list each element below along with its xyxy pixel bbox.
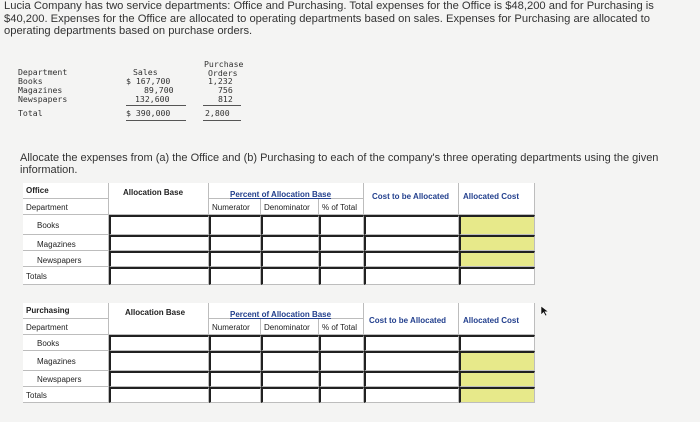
office-magazines-numerator[interactable]	[209, 235, 261, 251]
purchasing-magazines-denominator[interactable]	[261, 351, 319, 371]
cursor-icon	[540, 305, 550, 317]
office-newspapers-denominator[interactable]	[261, 251, 319, 267]
numerator-header: Numerator	[212, 323, 250, 332]
department-label: Department	[26, 203, 68, 212]
purchasing-books-cost-to-allocate[interactable]	[364, 335, 459, 351]
col-header-po-2: Orders	[208, 68, 238, 78]
purchasing-newspapers-allocation-base[interactable]	[109, 371, 209, 387]
cost-to-be-allocated-header: Cost to be Allocated	[372, 192, 450, 201]
office-magazines-cost-to-allocate[interactable]	[364, 235, 459, 251]
purchasing-newspapers-allocated-cost[interactable]	[459, 371, 535, 387]
office-totals-denominator[interactable]	[261, 267, 319, 285]
office-magazines-allocation-base[interactable]	[109, 235, 209, 251]
office-newspapers-cost-to-allocate[interactable]	[364, 251, 459, 267]
row-sales: 132,600	[135, 94, 170, 104]
office-newspapers-numerator[interactable]	[209, 251, 261, 267]
total-rule	[203, 120, 241, 121]
row-label-magazines: Magazines	[37, 240, 76, 249]
office-magazines-denominator[interactable]	[261, 235, 319, 251]
purchasing-allocation-table	[23, 303, 535, 409]
office-totals-allocation-base[interactable]	[109, 267, 209, 285]
row-dept: Books	[18, 76, 43, 86]
row-label-cell	[23, 215, 109, 235]
col-header-sales: Sales	[133, 67, 158, 77]
purchasing-totals-numerator[interactable]	[209, 387, 261, 403]
office-magazines-allocated-cost[interactable]	[459, 235, 535, 251]
department-data-table	[18, 60, 248, 132]
purchasing-newspapers-cost-to-allocate[interactable]	[364, 371, 459, 387]
row-label-books: Books	[37, 339, 60, 348]
office-books-numerator[interactable]	[209, 215, 261, 235]
denominator-header: Denominator	[264, 323, 310, 332]
purchasing-totals-pct-total[interactable]	[319, 387, 364, 403]
office-books-allocation-base[interactable]	[109, 215, 209, 235]
allocation-base-header: Allocation Base	[125, 308, 186, 317]
purchasing-newspapers-denominator[interactable]	[261, 371, 319, 387]
office-books-denominator[interactable]	[261, 215, 319, 235]
office-newspapers-allocation-base[interactable]	[109, 251, 209, 267]
office-books-pct-total[interactable]	[319, 215, 364, 235]
allocated-cost-header: Allocated Cost	[463, 316, 520, 325]
denominator-header: Denominator	[264, 203, 310, 212]
office-newspapers-pct-total[interactable]	[319, 251, 364, 267]
row-orders: 812	[218, 94, 233, 104]
percent-of-base-header: Percent of Allocation Base	[230, 310, 332, 319]
row-label-magazines: Magazines	[37, 357, 76, 366]
office-books-allocated-cost[interactable]	[459, 215, 535, 235]
pct-total-header: % of Total	[322, 203, 357, 212]
total-rule	[126, 120, 186, 121]
purchasing-totals-denominator[interactable]	[261, 387, 319, 403]
numerator-header: Numerator	[212, 203, 250, 212]
row-orders: 756	[218, 85, 233, 95]
subtotal-rule	[203, 105, 241, 106]
row-label-books: Books	[37, 221, 60, 230]
purchasing-title: Purchasing	[26, 306, 70, 315]
row-orders: 2,800	[205, 108, 230, 118]
row-dept: Total	[18, 108, 43, 118]
office-magazines-pct-total[interactable]	[319, 235, 364, 251]
department-label: Department	[26, 323, 68, 332]
allocation-base-header: Allocation Base	[123, 188, 184, 197]
office-books-cost-to-allocate[interactable]	[364, 215, 459, 235]
purchasing-books-pct-total[interactable]	[319, 335, 364, 351]
purchasing-totals-cost-to-allocate[interactable]	[364, 387, 459, 403]
office-totals-allocated-cost[interactable]	[459, 267, 535, 285]
percent-of-base-header: Percent of Allocation Base	[230, 190, 332, 199]
row-orders: 1,232	[208, 76, 233, 86]
totals-label: Totals	[26, 272, 47, 281]
cost-to-be-allocated-header: Cost to be Allocated	[369, 316, 447, 325]
row-sales: $ 167,700	[126, 76, 171, 86]
problem-intro: Lucia Company has two service departments: Office and Purchasing. Total expenses for the Office is $48,200 and for Purchasing is $40,200. Expenses for the Office are allocated to operating departments based on sales. Expenses for Purchasing are allocated to operating departments based on purchase orders.	[4, 0, 654, 38]
row-sales: 89,700	[144, 85, 174, 95]
office-totals-cost-to-allocate[interactable]	[364, 267, 459, 285]
office-totals-numerator[interactable]	[209, 267, 261, 285]
col-header-po-1: Purchase	[204, 59, 244, 69]
row-label-newspapers: Newspapers	[37, 256, 82, 265]
purchasing-magazines-numerator[interactable]	[209, 351, 261, 371]
purchasing-magazines-pct-total[interactable]	[319, 351, 364, 371]
row-label-newspapers: Newspapers	[37, 375, 82, 384]
row-label-cell	[23, 335, 109, 351]
office-newspapers-allocated-cost[interactable]	[459, 251, 535, 267]
purchasing-books-allocated-cost[interactable]	[459, 335, 535, 351]
instruction-text: Allocate the expenses from (a) the Office and (b) Purchasing to each of the company's three operating departments using the given information.	[20, 152, 659, 177]
row-dept: Magazines	[18, 85, 63, 95]
office-totals-pct-total[interactable]	[319, 267, 364, 285]
totals-label: Totals	[26, 391, 47, 400]
subtotal-rule	[126, 105, 186, 106]
office-allocation-table	[23, 183, 535, 289]
purchasing-books-numerator[interactable]	[209, 335, 261, 351]
purchasing-magazines-allocation-base[interactable]	[109, 351, 209, 371]
purchasing-magazines-cost-to-allocate[interactable]	[364, 351, 459, 371]
purchasing-totals-allocation-base[interactable]	[109, 387, 209, 403]
pct-total-header: % of Total	[322, 323, 357, 332]
purchasing-magazines-allocated-cost[interactable]	[459, 351, 535, 371]
purchasing-totals-allocated-cost[interactable]	[459, 387, 535, 403]
office-title: Office	[26, 186, 49, 195]
row-dept: Newspapers	[18, 94, 68, 104]
col-header-department: Department	[18, 67, 68, 77]
purchasing-newspapers-numerator[interactable]	[209, 371, 261, 387]
allocated-cost-header: Allocated Cost	[463, 192, 520, 201]
purchasing-books-denominator[interactable]	[261, 335, 319, 351]
purchasing-newspapers-pct-total[interactable]	[319, 371, 364, 387]
row-sales: $ 390,000	[126, 108, 171, 118]
purchasing-books-allocation-base[interactable]	[109, 335, 209, 351]
